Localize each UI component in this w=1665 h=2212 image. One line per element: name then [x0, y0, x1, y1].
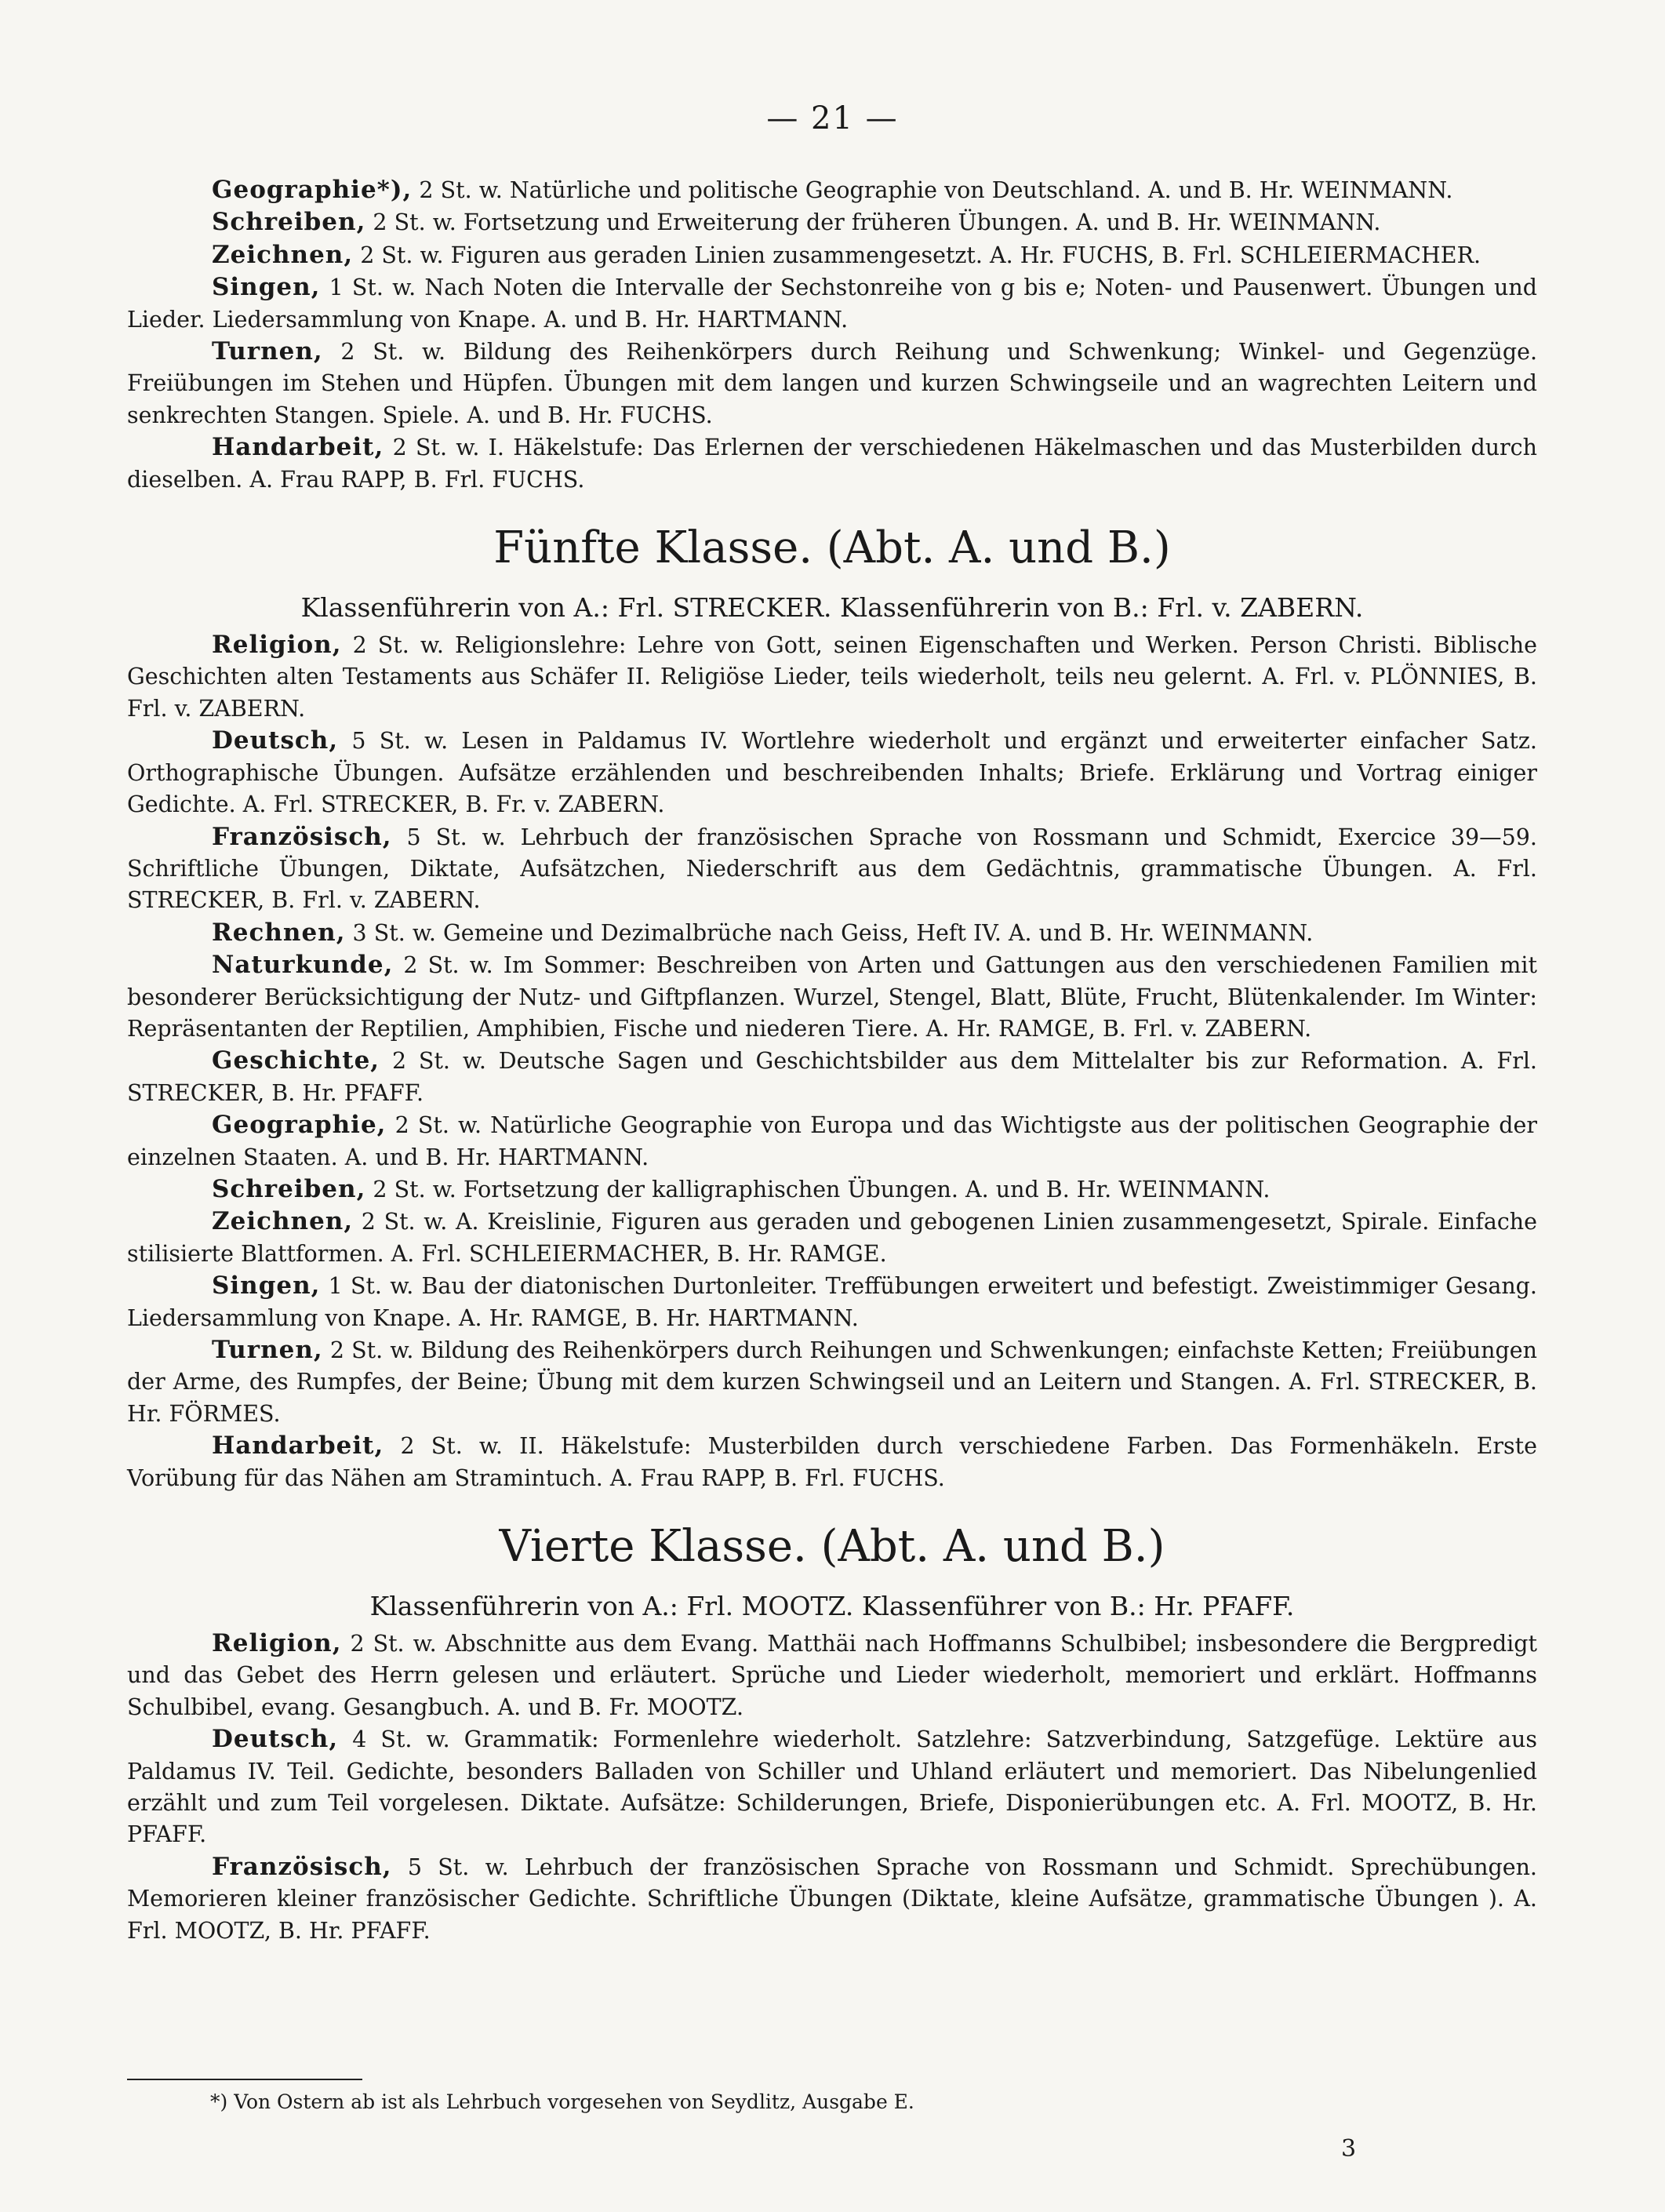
subject-description: 2 St. w. Bildung des Reihenkörpers durch Reihung und Schwenkung; Winkel- und Gegenzüge. Freiübungen im Stehen und Hüpfen. Übungen mit dem langen und kurzen Schwingseile und an wagrechten Leitern und senkrechten Stangen. Spiele. A. und B. Hr. FUCHS.	[127, 339, 1537, 428]
subject-name: Singen,	[212, 273, 321, 302]
subject-name: Deutsch,	[212, 726, 339, 755]
fourth-class-entries	[127, 1628, 1537, 1947]
subject-name: Naturkunde,	[212, 951, 394, 980]
page-number: — 21 —	[766, 100, 899, 136]
subject-entry	[127, 1109, 1537, 1173]
subject-name: Rechnen,	[212, 918, 346, 947]
subject-name: Handarbeit,	[212, 1432, 384, 1461]
subject-entry	[127, 1334, 1537, 1430]
subject-description: 2 St. w. Natürliche Geographie von Europa und das Wichtigste aus der politischen Geographie der einzelnen Staaten. A. und B. Hr. HARTMANN.	[127, 1112, 1537, 1170]
subject-entry	[127, 821, 1537, 917]
subject-entry	[127, 174, 1537, 206]
fourth-class-teachers: Klassenführerin von A.: Frl. MOOTZ. Klassenführer von B.: Hr. PFAFF.	[369, 1591, 1295, 1622]
subject-description: 2 St. w. A. Kreislinie, Figuren aus geraden und gebogenen Linien zusammengesetzt, Spirale. Einfache stilisierte Blattformen. A. Frl. SCHLEIERMACHER, B. Hr. RAMGE.	[127, 1209, 1537, 1267]
subject-name: Französisch,	[212, 1852, 392, 1881]
subject-name: Schreiben,	[212, 208, 366, 237]
subject-entry	[127, 1045, 1537, 1109]
subject-description: 2 St. w. II. Häkelstufe: Musterbilden durch verschiedene Farben. Das Formenhäkeln. Erste Vorübung für das Nähen am Stramintuch. A. Frau RAPP, B. Frl. FUCHS.	[127, 1433, 1537, 1491]
subject-entry	[127, 1851, 1537, 1947]
footnote-rule	[127, 2079, 362, 2080]
subject-description: 2 St. w. Fortsetzung der kalligraphischen Übungen. A. und B. Hr. WEINMANN.	[365, 1176, 1271, 1202]
subject-name: Singen,	[212, 1272, 321, 1301]
subject-description: 2 St. w. I. Häkelstufe: Das Erlernen der verschiedenen Häkelmaschen und das Musterbilden durch dieselben. A. Frau RAPP, B. Frl. FUCHS.	[127, 435, 1537, 493]
fourth-class-heading: Vierte Klasse. (Abt. A. und B.)	[499, 1521, 1165, 1573]
subject-description: 5 St. w. Lesen in Paldamus IV. Wortlehre wiederholt und ergänzt und erweiterter einfacher Satz. Orthographische Übungen. Aufsätze erzählenden und beschreibenden Inhalts; Briefe. Erklärung und Vortrag einiger Gedichte. A. Frl. STRECKER, B. Fr. v. ZABERN.	[127, 728, 1537, 818]
subject-name: Geographie,	[212, 1111, 387, 1140]
subject-name: Handarbeit,	[212, 433, 384, 462]
subject-name: Turnen,	[212, 337, 323, 366]
subject-description: 2 St. w. Figuren aus geraden Linien zusammengesetzt. A. Hr. FUCHS, B. Frl. SCHLEIERMACHER.	[353, 242, 1481, 268]
subject-entry	[127, 1430, 1537, 1494]
subject-entry	[127, 1628, 1537, 1723]
subject-description: 1 St. w. Nach Noten die Intervalle der Sechstonreihe von g bis e; Noten- und Pausenwert. Übungen und Lieder. Liedersammlung von Knape. A. und B. Hr. HARTMANN.	[127, 275, 1537, 333]
subject-name: Deutsch,	[212, 1725, 339, 1754]
subject-description: 2 St. w. Deutsche Sagen und Geschichtsbilder aus dem Mittelalter bis zur Reformation. A. Frl. STRECKER, B. Hr. PFAFF.	[127, 1048, 1537, 1106]
subject-entry	[127, 1206, 1537, 1270]
subject-name: Zeichnen,	[212, 1207, 354, 1236]
subject-description: 2 St. w. Im Sommer: Beschreiben von Arten und Gattungen aus den verschiedenen Familien mit besonderer Berücksichtigung der Nutz- und Giftpflanzen. Wurzel, Stengel, Blatt, Blüte, Frucht, Blütenkalender. Im Winter: Repräsentanten der Reptilien, Amphibien, Fische und niederen Tiere. A. Hr. RAMGE, B. Frl. v. ZABERN.	[127, 952, 1537, 1042]
subject-entry	[127, 1270, 1537, 1334]
fifth-class-entries	[127, 629, 1537, 1494]
subject-entry	[127, 1173, 1537, 1206]
subject-name: Französisch,	[212, 822, 392, 851]
subject-name: Schreiben,	[212, 1174, 366, 1203]
sheet-number: 3	[1341, 2135, 1357, 2163]
subject-name: Religion,	[212, 631, 342, 660]
subject-entry	[127, 271, 1537, 336]
footnote: *) Von Ostern ab ist als Lehrbuch vorgesehen von Seydlitz, Ausgabe E.	[210, 2090, 914, 2113]
subject-description: 2 St. w. Natürliche und politische Geographie von Deutschland. A. und B. Hr. WEINMANN.	[412, 177, 1453, 203]
subject-name: Turnen,	[212, 1336, 323, 1364]
subject-entry	[127, 431, 1537, 496]
subject-description: 2 St. w. Abschnitte aus dem Evang. Matthäi nach Hoffmanns Schulbibel; insbesondere die Bergpredigt und das Gebet des Herrn gelesen und erläutert. Sprüche und Lieder wiederholt, memoriert und erklärt. Hoffmanns Schulbibel, evang. Gesangbuch. A. und B. Fr. MOOTZ.	[127, 1631, 1537, 1720]
subject-entry	[127, 239, 1537, 271]
subject-entry	[127, 629, 1537, 725]
subject-description: 4 St. w. Grammatik: Formenlehre wiederholt. Satzlehre: Satzverbindung, Satzgefüge. Lektüre aus Paldamus IV. Teil. Gedichte, besonders Balladen von Schiller und Uhland erläutert und memoriert. Das Nibelungenlied erzählt und zum Teil vorgelesen. Diktate. Aufsätze: Schilderungen, Briefe, Disponierübungen etc. A. Frl. MOOTZ, B. Hr. PFAFF.	[127, 1726, 1537, 1848]
subject-description: 3 St. w. Gemeine und Dezimalbrüche nach Geiss, Heft IV. A. und B. Hr. WEINMANN.	[345, 919, 1314, 946]
fifth-class-teachers: Klassenführerin von A.: Frl. STRECKER. Klassenführerin von B.: Frl. v. ZABERN.	[300, 592, 1364, 624]
subject-name: Geschichte,	[212, 1046, 380, 1075]
sixth-class-continued	[127, 174, 1537, 496]
subject-entry	[127, 917, 1537, 949]
subject-description: 2 St. w. Religionslehre: Lehre von Gott, seinen Eigenschaften und Werken. Person Christi. Biblische Geschichten alten Testaments aus Schäfer II. Religiöse Lieder, teils wiederholt, teils neu gelernt. A. Frl. v. PLÖNNIES, B. Frl. v. ZABERN.	[127, 632, 1537, 722]
subject-name: Religion,	[212, 1629, 342, 1658]
page-body	[127, 174, 1537, 1947]
subject-name: Zeichnen,	[212, 240, 354, 269]
subject-name: Geographie*),	[212, 176, 413, 204]
subject-description: 1 St. w. Bau der diatonischen Durtonleiter. Treffübungen erweitert und befestigt. Zweistimmiger Gesang. Liedersammlung von Knape. A. Hr. RAMGE, B. Hr. HARTMANN.	[127, 1273, 1537, 1331]
subject-description: 5 St. w. Lehrbuch der französischen Sprache von Rossmann und Schmidt. Sprechübungen. Memorieren kleiner französischer Gedichte. Schriftliche Übungen (Diktate, kleine Aufsätze, grammatische Übungen ). A. Frl. MOOTZ, B. Hr. PFAFF.	[127, 1854, 1537, 1944]
subject-description: 2 St. w. Bildung des Reihenkörpers durch Reihungen und Schwenkungen; einfachste Ketten; Freiübungen der Arme, des Rumpfes, der Beine; Übung mit dem kurzen Schwingseil und an Leitern und Stangen. A. Frl. STRECKER, B. Hr. FÖRMES.	[127, 1337, 1537, 1427]
subject-description: 2 St. w. Fortsetzung und Erweiterung der früheren Übungen. A. und B. Hr. WEINMANN.	[365, 209, 1381, 236]
fifth-class-heading: Fünfte Klasse. (Abt. A. und B.)	[493, 522, 1171, 574]
subject-description: 5 St. w. Lehrbuch der französischen Sprache von Rossmann und Schmidt, Exercice 39—59. Schriftliche Übungen, Diktate, Aufsätzchen, Niederschrift aus dem Gedächtnis, grammatische Übungen. A. Frl. STRECKER, B. Frl. v. ZABERN.	[127, 824, 1537, 914]
subject-entry	[127, 949, 1537, 1045]
subject-entry	[127, 206, 1537, 238]
subject-entry	[127, 725, 1537, 820]
subject-entry	[127, 336, 1537, 431]
subject-entry	[127, 1723, 1537, 1851]
